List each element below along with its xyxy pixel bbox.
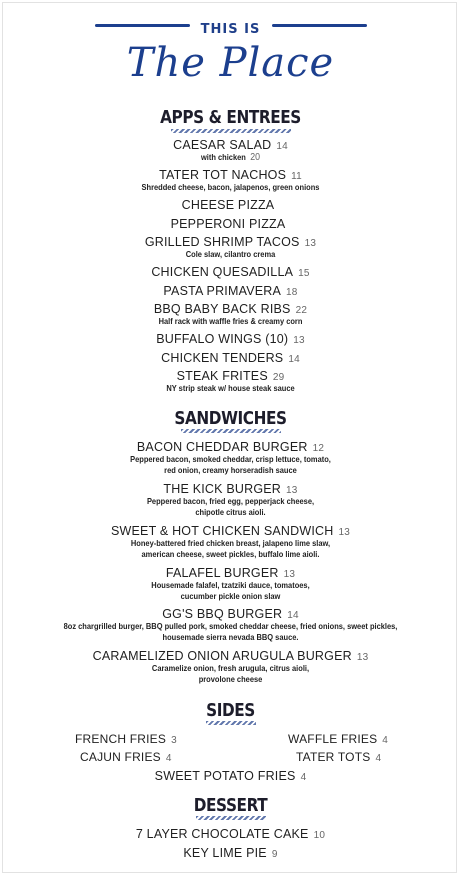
item-price: 13 [293,335,305,346]
menu-item [0,168,461,182]
item-price: 18 [286,287,298,298]
item-desc [28,152,434,163]
side-item [80,750,172,764]
menu-item [0,846,461,860]
item-name: CHICKEN QUESADILLA [151,265,294,279]
item-name: KEY LIME PIE [183,846,267,860]
section-title-apps: APPS & ENTREES [160,107,301,128]
side-item [0,769,461,783]
item-price: 13 [338,527,351,538]
menu-item [0,332,461,346]
section-underline [171,129,291,133]
item-price: 15 [298,268,310,279]
menu-item [0,482,461,496]
section-underline [181,429,281,433]
item-name: SWEET POTATO FRIES [154,769,296,783]
item-name: THE KICK BURGER [163,482,282,496]
item-price: 4 [300,772,307,783]
menu-item [0,566,461,580]
item-desc: Honey-battered fried chicken breast, jalapeno lime slaw, [130,538,331,548]
item-desc: provolone cheese [198,674,263,684]
item-price: 13 [286,485,298,496]
item-name: WAFFLE FRIES [288,732,378,746]
item-price: 14 [276,141,288,152]
item-desc: Peppered bacon, smoked cheddar, crisp lettuce, tomato, [130,454,331,464]
item-desc: Caramelize onion, fresh arugula, citrus aioli, [151,663,310,673]
section-underline [206,721,256,725]
item-desc: housemade sierra nevada BBQ sauce. [162,632,299,642]
item-name: PEPPERONI PIZZA [170,217,286,231]
item-desc: red onion, creamy horseradish sauce [164,465,297,475]
item-desc: Peppered bacon, fried egg, pepperjack cheese, [146,496,315,506]
item-desc: Housemade falafel, tzatziki dauce, tomatoes, [151,580,310,590]
item-price: 4 [165,753,172,764]
item-desc: NY strip steak w/ house steak sauce [166,383,295,393]
item-price: 13 [283,569,296,580]
item-desc: Cole slaw, cilantro crema [185,249,276,259]
item-desc-text: with chicken [200,152,246,162]
menu-header [0,14,461,94]
item-desc-price: 20 [250,152,261,163]
item-name: FALAFEL BURGER [165,566,279,580]
item-price: 10 [313,830,326,841]
side-item [288,732,388,746]
item-price: 12 [312,443,325,454]
item-name: SWEET & HOT CHICKEN SANDWICH [110,524,334,538]
item-price: 4 [375,753,382,764]
menu-item [0,524,461,538]
item-desc: 8oz chargrilled burger, BBQ pulled pork, smoked cheddar cheese, fried onions, sweet pickles, [63,621,398,631]
menu-item [0,369,461,383]
item-price: 3 [171,735,177,746]
item-name: CARAMELIZED ONION ARUGULA BURGER [92,649,352,663]
item-price: 13 [304,238,317,249]
section-title-dessert: DESSERT [193,795,268,816]
menu-item [0,351,461,365]
item-name: STEAK FRITES [176,369,268,383]
menu-item [0,607,461,621]
item-price: 14 [287,610,299,621]
item-name: BUFFALO WINGS (10) [156,332,289,346]
item-price: 4 [382,735,389,746]
menu-item [0,265,461,279]
item-name: TATER TOTS [296,750,371,764]
menu-item [0,217,461,231]
item-price: 14 [288,354,300,365]
item-price: 29 [272,372,285,383]
menu-item [0,235,461,249]
menu-item [0,649,461,663]
item-name: 7 LAYER CHOCOLATE CAKE [135,827,309,841]
menu-item [0,440,461,454]
item-desc: Half rack with waffle fries & creamy corn [158,316,303,326]
section-title-sides: SIDES [206,700,255,721]
item-name: PASTA PRIMAVERA [163,284,282,298]
menu-item [0,827,461,841]
item-name: FRENCH FRIES [75,732,167,746]
item-price: 13 [356,652,369,663]
item-name: BBQ BABY BACK RIBS [153,302,291,316]
item-name: CHEESE PIZZA [181,198,275,212]
item-price: 22 [295,305,308,316]
item-name: CAESAR SALAD [173,138,272,152]
side-item [75,732,177,746]
section-title-sandwiches: SANDWICHES [174,408,287,429]
item-desc: american cheese, sweet pickles, buffalo lime aioli. [141,549,320,559]
section-underline [196,816,266,820]
item-desc: Shredded cheese, bacon, jalapenos, green onions [141,182,320,192]
menu-item [0,198,461,212]
item-price: 9 [271,849,278,860]
item-name: TATER TOT NACHOS [159,168,287,182]
menu-item [0,138,461,152]
header-line2: The Place [126,40,335,86]
item-price: 11 [291,171,302,182]
menu-item [0,284,461,298]
item-name: CAJUN FRIES [80,750,161,764]
header-line1: THIS IS [200,22,261,37]
item-name: BACON CHEDDAR BURGER [136,440,308,454]
side-item [296,750,381,764]
item-name: GRILLED SHRIMP TACOS [144,235,300,249]
item-name: CHICKEN TENDERS [161,351,284,365]
menu-item [0,302,461,316]
item-desc: cucumber pickle onion slaw [180,591,281,601]
item-desc: chipotle citrus aioli. [195,507,266,517]
item-name: GG'S BBQ BURGER [162,607,283,621]
